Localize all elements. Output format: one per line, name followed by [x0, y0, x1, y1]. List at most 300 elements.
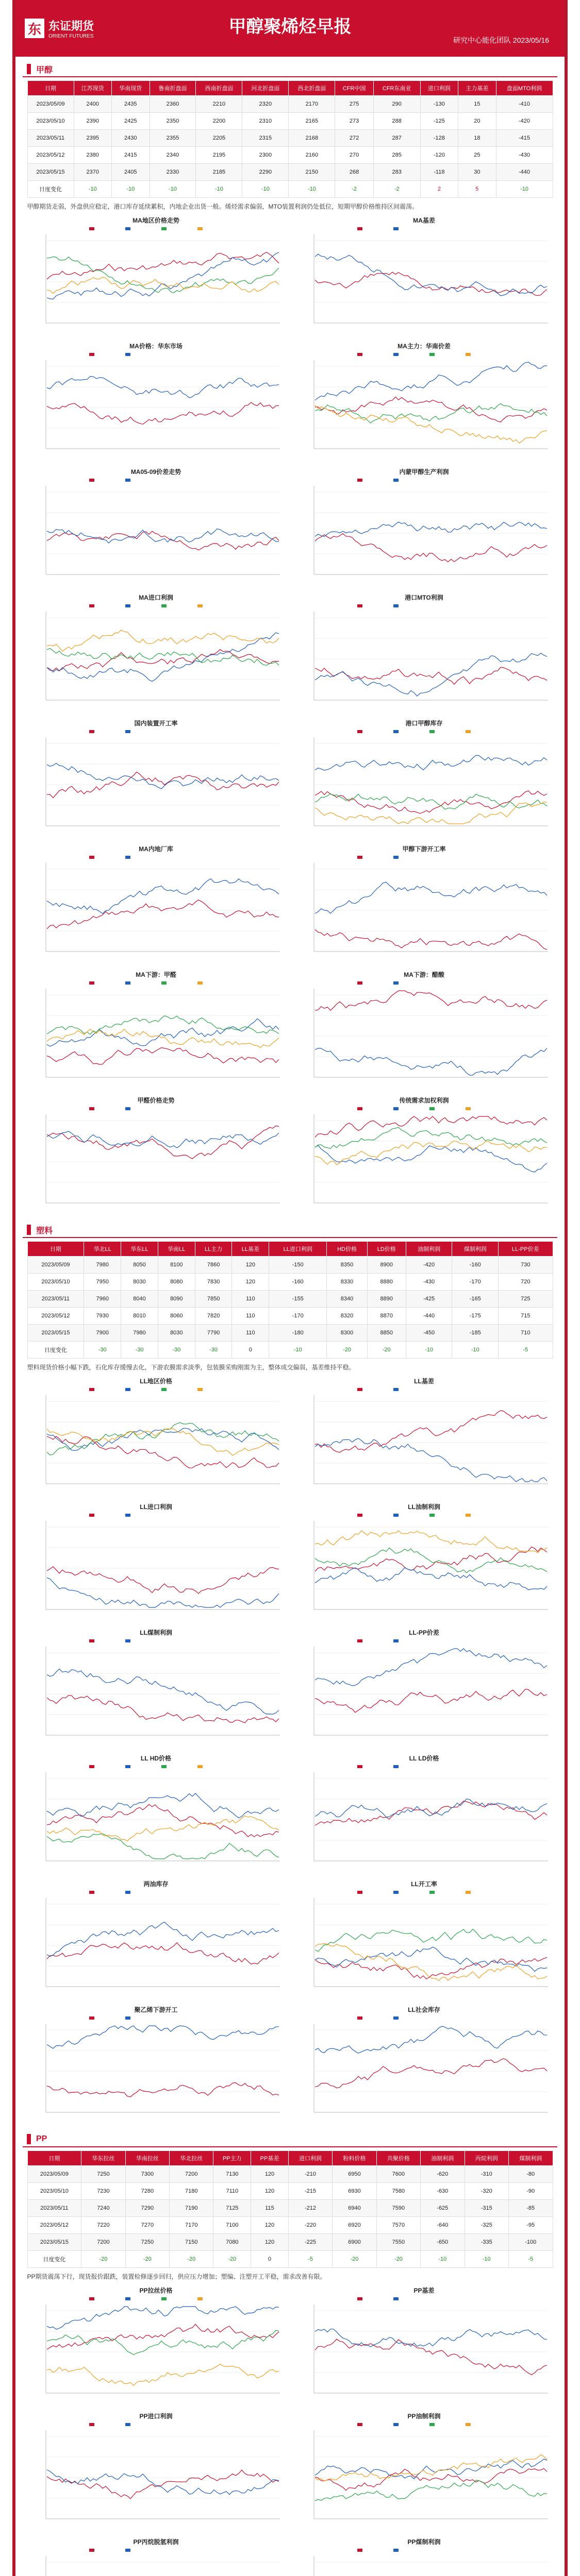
section-title-text: 塑料 [36, 1226, 53, 1235]
chart-panel [295, 593, 553, 715]
chart-title: 聚乙烯下游开工 [134, 2006, 178, 2013]
chart-panel [295, 342, 553, 463]
chart-title: MA主力：华南价差 [397, 343, 451, 350]
chart-title: PP煤制利润 [407, 2538, 441, 2546]
table-cell: 7170 [170, 2217, 213, 2234]
legend-swatch [357, 1514, 362, 1517]
table-cell: 7930 [84, 1308, 121, 1325]
series-line [47, 252, 279, 280]
legend-swatch [161, 1765, 167, 1768]
table-cell: -170 [269, 1308, 327, 1325]
table-cell: 2380 [74, 147, 111, 164]
table-header-row [27, 2151, 553, 2166]
section-marker-icon [27, 2134, 31, 2144]
chart-panel [295, 970, 553, 1092]
legend-swatch [125, 1765, 130, 1768]
legend-swatch [125, 227, 130, 230]
series-line [47, 649, 279, 666]
table-cell: 110 [232, 1308, 269, 1325]
legend-swatch [89, 981, 94, 985]
table-cell: -430 [406, 1274, 452, 1291]
table-cell: -165 [452, 1291, 499, 1308]
table-cell: 7850 [195, 1291, 232, 1308]
series-line [47, 900, 279, 929]
chart-svg [27, 728, 285, 839]
chart-svg [295, 1637, 553, 1749]
series-line [315, 534, 547, 562]
table-cell: 2023/05/12 [27, 1308, 84, 1325]
table-cell: 6920 [333, 2217, 376, 2234]
chart-panel [27, 1879, 285, 2001]
table-cell: -120 [420, 147, 458, 164]
legend-swatch [393, 856, 399, 859]
legend-swatch [393, 353, 399, 356]
legend-swatch [89, 227, 94, 230]
chart-svg [27, 1105, 285, 1216]
series-line [315, 1411, 547, 1452]
table-cell: 285 [373, 147, 420, 164]
table-cell: 7900 [84, 1325, 121, 1342]
chart-panel [27, 2412, 285, 2533]
legend-swatch [125, 981, 130, 985]
section-title-text: PP [36, 2134, 47, 2143]
legend-swatch [125, 1107, 130, 1110]
legend-swatch [125, 479, 130, 482]
legend-swatch [393, 227, 399, 230]
market-commentary: 甲醇期货走弱，外盘供应稳定，港口库存延续累积，内地企业出货一般。烯烃需求偏弱，MTO装置利润仍处低位，短期甲醇价格维持区间震荡。 [27, 203, 418, 210]
table-header-cell: PP主力 [213, 2151, 251, 2166]
series-line [47, 1943, 279, 1964]
chart-svg [295, 2295, 553, 2406]
series-line [315, 1649, 547, 1686]
table-cell: -415 [496, 130, 553, 147]
table-cell: 270 [335, 147, 373, 164]
table-cell: -85 [508, 2200, 553, 2217]
table-cell: -90 [508, 2183, 553, 2200]
table-cell: 2023/05/10 [27, 113, 74, 130]
chart-panel [295, 2286, 553, 2408]
legend-swatch [393, 730, 399, 733]
table-cell: 7230 [81, 2183, 125, 2200]
table-cell: 7980 [84, 1257, 121, 1274]
table-cell: -10 [406, 1342, 452, 1359]
chart-panel [295, 844, 553, 966]
table-cell: -310 [465, 2166, 508, 2183]
series-line [315, 1127, 547, 1148]
table-row [27, 2234, 553, 2251]
legend-swatch [357, 2423, 362, 2426]
legend-swatch [357, 1107, 362, 1110]
table-cell: 120 [251, 2217, 289, 2234]
table-cell: 7980 [121, 1325, 158, 1342]
legend-swatch [357, 981, 362, 985]
legend-swatch [357, 2016, 362, 2020]
section-title [23, 62, 557, 77]
chart-svg [27, 477, 285, 588]
table-cell: 7150 [170, 2234, 213, 2251]
table-cell: 2 [420, 181, 458, 198]
legend-swatch [125, 730, 130, 733]
table-header-cell: 华东拉丝 [81, 2151, 125, 2166]
series-line [47, 1048, 279, 1065]
table-cell: -20 [376, 2251, 420, 2268]
table-cell: 2023/05/15 [27, 2234, 81, 2251]
series-line [47, 2082, 279, 2097]
table-cell: -650 [421, 2234, 465, 2251]
report-header [15, 0, 565, 57]
legend-swatch [466, 1514, 471, 1517]
legend-swatch [393, 1639, 399, 1642]
chart-title: LL地区价格 [140, 1378, 172, 1385]
series-line [47, 402, 279, 424]
table-cell: -10 [196, 181, 242, 198]
table-cell: -5 [508, 2251, 553, 2268]
table-header-cell: 进口利润 [420, 81, 458, 96]
legend-swatch [161, 604, 167, 607]
table-cell: -10 [242, 181, 289, 198]
table-cell: 2023/05/09 [27, 2166, 81, 2183]
series-line [315, 2480, 547, 2501]
table-cell: 2023/05/11 [27, 1291, 84, 1308]
legend-swatch [197, 1765, 203, 1768]
legend-swatch [466, 2423, 471, 2426]
table-cell: 2340 [150, 147, 196, 164]
chart-svg [295, 979, 553, 1091]
chart-svg [295, 2547, 553, 2576]
table-cell: 2023/05/09 [27, 96, 74, 113]
table-cell: -10 [465, 2251, 508, 2268]
chart-title: PP基差 [413, 2287, 435, 2294]
table-header-cell: LL-PP价差 [499, 1242, 553, 1257]
table-cell: 2023/05/11 [27, 2200, 81, 2217]
chart-title: PP油制利润 [407, 2413, 441, 2420]
table-cell: -175 [452, 1308, 499, 1325]
legend-swatch [125, 1891, 130, 1894]
series-line [47, 2470, 279, 2499]
legend-swatch [89, 2423, 94, 2426]
logo-text: 东证期货 [48, 20, 94, 32]
legend-swatch [393, 604, 399, 607]
legend-swatch [393, 2549, 399, 2552]
table-cell: -630 [421, 2183, 465, 2200]
table-cell: -2 [373, 181, 420, 198]
table-cell: 2400 [74, 96, 111, 113]
table-cell: 日度变化 [27, 2251, 81, 2268]
table-header-cell: PP基差 [251, 2151, 289, 2166]
series-line [315, 522, 547, 536]
table-cell: -420 [496, 113, 553, 130]
table-header-cell: 华南拉丝 [125, 2151, 169, 2166]
legend-swatch [197, 2297, 203, 2300]
table-cell: -10 [421, 2251, 465, 2268]
chart-panel [27, 593, 285, 715]
table-header-cell: 鲁南折盘面 [150, 81, 196, 96]
table-cell: 日度变化 [27, 1342, 84, 1359]
chart-title: LL-PP价差 [409, 1629, 439, 1636]
table-header-cell: LL基差 [232, 1242, 269, 1257]
chart-grid [27, 1377, 553, 2127]
table-cell: 7180 [170, 2183, 213, 2200]
legend-swatch [466, 353, 471, 356]
table-cell: 2023/05/09 [27, 1257, 84, 1274]
table-row [27, 113, 553, 130]
legend-swatch [161, 2297, 167, 2300]
table-cell: 2290 [242, 164, 289, 181]
table-cell: 2150 [289, 164, 335, 181]
legend-swatch [357, 2297, 362, 2300]
legend-swatch [89, 353, 94, 356]
table-cell: 5 [458, 181, 496, 198]
chart-svg [27, 2421, 285, 2532]
table-cell: -20 [367, 1342, 406, 1359]
table-cell: 7100 [213, 2217, 251, 2234]
table-cell: -95 [508, 2217, 553, 2234]
series-line [47, 630, 279, 651]
legend-swatch [429, 2423, 435, 2426]
chart-title: 传统需求加权利润 [399, 1097, 449, 1104]
series-line [315, 1568, 547, 1590]
legend-swatch [125, 604, 130, 607]
price-table [27, 1241, 553, 1359]
table-cell: -150 [269, 1257, 327, 1274]
legend-swatch [89, 2297, 94, 2300]
chart-panel [295, 1502, 553, 1624]
chart-panel [295, 1754, 553, 1875]
chart-title: 内蒙甲醇生产利润 [399, 468, 449, 476]
table-row [27, 2166, 553, 2183]
legend-swatch [466, 1107, 471, 1110]
table-cell: -10 [74, 181, 111, 198]
legend-swatch [89, 856, 94, 859]
table-cell: 8350 [327, 1257, 367, 1274]
series-line [47, 1029, 279, 1048]
table-row [27, 181, 553, 198]
table-cell: 7580 [376, 2183, 420, 2200]
chart-title: MA地区价格走势 [132, 217, 179, 224]
table-cell: -620 [421, 2166, 465, 2183]
table-cell: 7250 [81, 2166, 125, 2183]
table-cell: 0 [232, 1342, 269, 1359]
series-line [47, 1696, 279, 1723]
legend-swatch [161, 227, 167, 230]
table-cell: 273 [335, 113, 373, 130]
table-cell: 8870 [367, 1308, 406, 1325]
table-cell: 18 [458, 130, 496, 147]
series-line [315, 793, 547, 809]
table-cell: 8100 [158, 1257, 195, 1274]
table-cell: 7240 [81, 2200, 125, 2217]
chart-panel [27, 970, 285, 1092]
table-cell: 7220 [81, 2217, 125, 2234]
table-row [27, 2200, 553, 2217]
legend-swatch [89, 2549, 94, 2552]
table-cell: 2310 [242, 113, 289, 130]
chart-svg [27, 1637, 285, 1749]
table-cell: 268 [335, 164, 373, 181]
section-title [23, 2132, 557, 2147]
series-line [47, 2470, 279, 2495]
legend-swatch [89, 1891, 94, 1894]
table-cell: 7950 [84, 1274, 121, 1291]
legend-swatch [125, 1514, 130, 1517]
table-header-cell: 粉料价格 [333, 2151, 376, 2166]
chart-title: 港口甲醇库存 [405, 720, 443, 727]
table-header-cell: 进口利润 [288, 2151, 332, 2166]
table-header-cell: 盘面MTO利润 [496, 81, 553, 96]
table-header-cell: 华北拉丝 [170, 2151, 213, 2166]
table-cell: 7550 [376, 2234, 420, 2251]
market-commentary: 塑料现货价格小幅下跌，石化库存缓慢去化，下游农膜需求淡季，包装膜采购刚需为主，整体成交偏弱，基差维持平稳。 [27, 1364, 355, 1371]
table-header-cell: CFR中国 [335, 81, 373, 96]
table-cell: -160 [269, 1274, 327, 1291]
chart-title: 国内装置开工率 [134, 720, 178, 727]
table-cell: 7570 [376, 2217, 420, 2234]
table-cell: 8330 [327, 1274, 367, 1291]
chart-panel [295, 2005, 553, 2127]
table-cell: -128 [420, 130, 458, 147]
section-marker-icon [27, 64, 31, 74]
table-cell: -5 [288, 2251, 332, 2268]
legend-swatch [429, 1107, 435, 1110]
chart-svg [295, 1386, 553, 1497]
table-header-cell: CFR东南亚 [373, 81, 420, 96]
table-cell: 7300 [125, 2166, 169, 2183]
legend-swatch [89, 1388, 94, 1391]
table-cell: 6900 [333, 2234, 376, 2251]
chart-title: 甲醇下游开工率 [402, 845, 446, 853]
table-cell: -220 [288, 2217, 332, 2234]
table-cell: 7960 [84, 1291, 121, 1308]
table-cell: 287 [373, 130, 420, 147]
table-cell: 8850 [367, 1325, 406, 1342]
section-pp [15, 2132, 565, 2576]
table-row [27, 1274, 553, 1291]
chart-svg [295, 2014, 553, 2126]
table-header-cell: 日期 [27, 1242, 84, 1257]
chart-svg [27, 2014, 285, 2126]
legend-swatch [89, 730, 94, 733]
table-header-cell: 煤制利润 [508, 2151, 553, 2166]
legend-swatch [393, 479, 399, 482]
legend-swatch [89, 479, 94, 482]
chart-title: LL HD价格 [140, 1755, 172, 1762]
table-cell: 2330 [150, 164, 196, 181]
chart-title: PP进口利润 [139, 2413, 173, 2420]
table-cell: 2430 [112, 130, 150, 147]
chart-svg [27, 2295, 285, 2406]
table-cell: 2370 [74, 164, 111, 181]
series-line [47, 1429, 279, 1455]
table-row [27, 164, 553, 181]
table-cell: 120 [232, 1274, 269, 1291]
table-row [27, 2217, 553, 2234]
legend-swatch [89, 1765, 94, 1768]
series-line [315, 2329, 547, 2347]
legend-swatch [393, 1107, 399, 1110]
chart-title: MA下游：甲醛 [136, 971, 176, 978]
table-cell: -10 [112, 181, 150, 198]
legend-swatch [89, 1639, 94, 1642]
table-header-cell: 日期 [27, 81, 74, 96]
legend-swatch [357, 353, 362, 356]
chart-panel [27, 719, 285, 840]
table-cell: 290 [373, 96, 420, 113]
table-cell: 8900 [367, 1257, 406, 1274]
chart-title: 港口MTO利润 [405, 594, 443, 601]
legend-swatch [125, 856, 130, 859]
chart-panel [27, 1096, 285, 1217]
table-row [27, 130, 553, 147]
table-cell: 2160 [289, 147, 335, 164]
table-cell: 8030 [121, 1274, 158, 1291]
series-line [315, 1943, 547, 1980]
chart-svg [27, 1512, 285, 1623]
chart-grid [27, 216, 553, 1217]
chart-svg [295, 351, 553, 462]
table-header-cell: LD价格 [367, 1242, 406, 1257]
legend-swatch [357, 2549, 362, 2552]
table-cell: 120 [232, 1257, 269, 1274]
series-line [315, 1438, 547, 1482]
chart-panel [295, 1879, 553, 2001]
table-header-cell: 西北折盘面 [289, 81, 335, 96]
chart-panel [27, 467, 285, 589]
chart-svg [295, 728, 553, 839]
legend-swatch [357, 604, 362, 607]
table-cell: 8080 [158, 1274, 195, 1291]
legend-swatch [89, 1107, 94, 1110]
table-cell: 2390 [74, 113, 111, 130]
table-row [27, 1291, 553, 1308]
table-cell: 7110 [213, 2183, 251, 2200]
table-cell: 730 [499, 1257, 553, 1274]
table-cell: 2023/05/15 [27, 1325, 84, 1342]
table-cell: -215 [288, 2183, 332, 2200]
series-line [47, 1567, 279, 1594]
table-cell: 7130 [213, 2166, 251, 2183]
chart-panel [27, 2005, 285, 2127]
table-header-cell: 油制利润 [406, 1242, 452, 1257]
legend-swatch [393, 1891, 399, 1894]
series-line [315, 1548, 547, 1573]
table-cell: 8010 [121, 1308, 158, 1325]
chart-title: MA内地厂库 [139, 845, 173, 853]
series-line [315, 1048, 547, 1076]
table-cell: -225 [288, 2234, 332, 2251]
table-cell: 8340 [327, 1291, 367, 1308]
section-title-text: 甲醇 [36, 65, 53, 75]
table-cell: -20 [327, 1342, 367, 1359]
series-line [47, 531, 279, 550]
price-table [27, 2150, 553, 2268]
chart-panel [27, 844, 285, 966]
table-cell: 2435 [112, 96, 150, 113]
series-line [47, 2364, 279, 2386]
chart-title: 两油库存 [143, 1880, 169, 1888]
chart-svg [27, 225, 285, 336]
chart-svg [295, 1512, 553, 1623]
table-cell: 0 [251, 2251, 289, 2268]
chart-panel [27, 2286, 285, 2408]
legend-swatch [197, 227, 203, 230]
legend-swatch [393, 1388, 399, 1391]
table-cell: 110 [232, 1325, 269, 1342]
table-row [27, 1257, 553, 1274]
report-subtitle: 研究中心能化团队 2023/05/16 [453, 36, 549, 44]
chart-title: MA下游：醋酸 [404, 971, 444, 978]
chart-svg [27, 2547, 285, 2576]
chart-panel [27, 1502, 285, 1624]
